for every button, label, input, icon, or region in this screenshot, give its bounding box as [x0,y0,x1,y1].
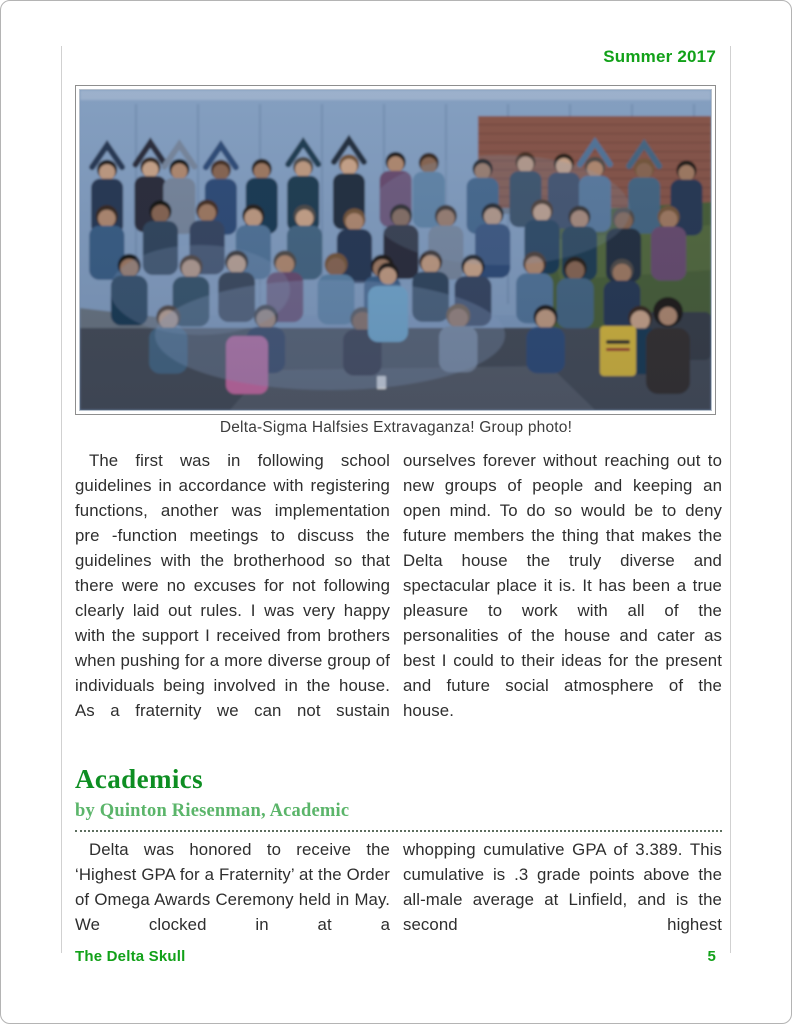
social-report-column-right: ourselves forever without reaching out to new groups of people and keeping an open mind. To do so would be to deny future members the thing that makes the Delta house the truly diverse and spectacular place it is. It has been a true pleasure to work with all of the personalities of the house and cater as best I could to their ideas for the present and future social atmosphere of the house. [403,451,722,720]
social-report-columns [75,448,722,723]
page-number: 5 [707,948,716,965]
group-photo [80,90,711,410]
layout-boundary-left [61,46,62,953]
academics-byline: by Quinton Riesenman, Academic [75,801,350,821]
publication-name: The Delta Skull [75,948,186,965]
academics-heading: Academics [75,764,204,794]
photo-caption: Delta-Sigma Halfsies Extravaganza! Group photo! [219,419,573,436]
academics-column-right: whopping cumulative GPA of 3.389. This cumulative is .3 grade points above the all-male average at Linfield, and is the second highest [403,840,722,934]
academics-columns [75,837,722,937]
page-footer [75,948,716,965]
layout-boundary-right [730,46,731,953]
social-report-column-left: The first was in following school guidelines in accordance with registering functions, another was implementation pre -function meetings to discuss the guidelines with the brotherhood so that there were no excuses for not following clearly laid out rules. I was very happy with the support I received from brothers when pushing for a more diverse group of individuals being involved in the house. As a fraternity we can not sustain [75,451,390,720]
photo-frame [75,85,716,415]
issue-date: Summer 2017 [603,47,716,66]
dotted-divider [75,830,722,832]
academics-column-left: Delta was honored to receive the ‘Highest GPA for a Fraternity’ at the Order of Omega Awards Ceremony held in May. We clocked in at a [75,840,390,934]
